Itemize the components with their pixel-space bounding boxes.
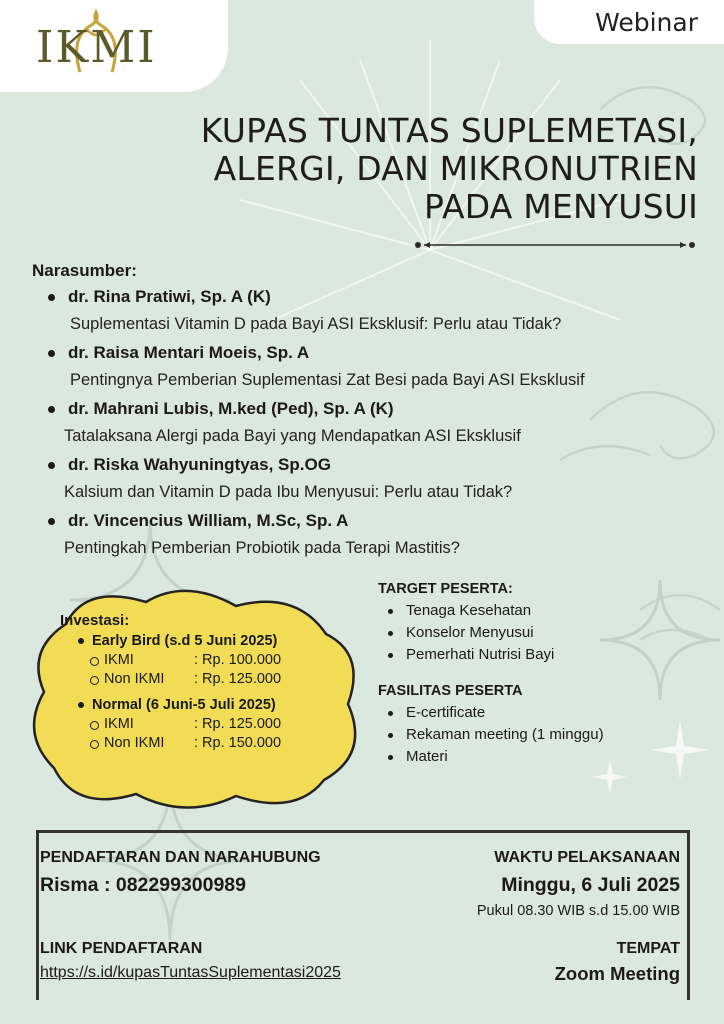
price-row xyxy=(60,651,350,670)
registration-link[interactable]: https://s.id/kupasTuntasSuplementasi2025 xyxy=(40,964,341,981)
price-value: : Rp. 125.000 xyxy=(194,716,282,732)
title-divider-ornament xyxy=(410,238,700,252)
title-line: ALERGI, DAN MIKRONUTRIEN xyxy=(213,149,698,188)
speaker-item xyxy=(32,396,712,452)
price-row xyxy=(60,715,350,734)
place-label: TEMPAT xyxy=(616,940,680,957)
title-line: PADA MENYUSUI xyxy=(423,187,698,226)
speaker-item xyxy=(32,452,712,508)
facility-item: Materi xyxy=(378,746,708,768)
schedule-block xyxy=(380,846,680,922)
price-row xyxy=(60,734,350,753)
speaker-name: dr. Raisa Mentari Moeis, Sp. A xyxy=(32,340,712,366)
speaker-topic: Tatalaksana Alergi pada Bayi yang Mendapatkan ASI Eksklusif xyxy=(64,427,521,445)
facilities-label: FASILITAS PESERTA xyxy=(378,683,523,699)
facility-item: E-certificate xyxy=(378,702,708,724)
facility-item: Rekaman meeting (1 minggu) xyxy=(378,724,708,746)
tier-name: Early Bird (s.d 5 Juni 2025) xyxy=(60,631,350,651)
price-value: : Rp. 100.000 xyxy=(194,652,282,668)
investment-section xyxy=(60,612,350,753)
speaker-topic: Kalsium dan Vitamin D pada Ibu Menyusui: Perlu atau Tidak? xyxy=(64,483,513,501)
target-item: Konselor Menyusui xyxy=(378,622,708,644)
event-time: Pukul 08.30 WIB s.d 15.00 WIB xyxy=(476,903,680,919)
tier-name: Normal (6 Juni-5 Juli 2025) xyxy=(60,695,350,715)
participants-section xyxy=(378,578,708,768)
registration-block xyxy=(40,846,420,900)
speaker-topic: Pentingnya Pemberian Suplementasi Zat Besi pada Bayi ASI Eksklusif xyxy=(70,371,585,389)
contact-person: Risma : 082299300989 xyxy=(40,874,246,896)
price-label: Non IKMI xyxy=(104,735,165,751)
speaker-topic: Suplementasi Vitamin D pada Bayi ASI Eksklusif: Perlu atau Tidak? xyxy=(70,315,562,333)
speaker-item xyxy=(32,340,712,396)
speaker-item xyxy=(32,508,712,564)
schedule-label: WAKTU PELAKSANAAN xyxy=(494,849,680,866)
link-label: LINK PENDAFTARAN xyxy=(40,940,203,957)
logo-panel xyxy=(0,0,228,92)
price-row xyxy=(60,670,350,689)
target-item: Tenaga Kesehatan xyxy=(378,600,708,622)
speaker-name: dr. Riska Wahyuningtyas, Sp.OG xyxy=(32,452,712,478)
target-label: TARGET PESERTA: xyxy=(378,581,513,597)
webinar-label: Webinar xyxy=(595,8,698,37)
page-title xyxy=(78,112,698,226)
place-block xyxy=(420,937,680,987)
place-value: Zoom Meeting xyxy=(554,963,680,984)
logo-text: IKMI xyxy=(36,22,157,73)
webinar-badge xyxy=(534,0,724,44)
link-block xyxy=(40,937,460,985)
price-label: IKMI xyxy=(104,652,134,668)
speaker-item xyxy=(32,284,712,340)
speaker-name: dr. Mahrani Lubis, M.ked (Ped), Sp. A (K) xyxy=(32,396,712,422)
speakers-label: Narasumber: xyxy=(32,261,137,280)
price-value: : Rp. 150.000 xyxy=(194,735,282,751)
speaker-name: dr. Vincencius William, M.Sc, Sp. A xyxy=(32,508,712,534)
speakers-section xyxy=(32,258,712,564)
price-value: : Rp. 125.000 xyxy=(194,671,282,687)
speaker-name: dr. Rina Pratiwi, Sp. A (K) xyxy=(32,284,712,310)
registration-label: PENDAFTARAN DAN NARAHUBUNG xyxy=(40,849,321,866)
event-date: Minggu, 6 Juli 2025 xyxy=(501,874,680,896)
speaker-topic: Pentingkah Pemberian Probiotik pada Terapi Mastitis? xyxy=(64,539,460,557)
price-label: Non IKMI xyxy=(104,671,165,687)
price-label: IKMI xyxy=(104,716,134,732)
facilities-section xyxy=(378,680,708,768)
target-item: Pemerhati Nutrisi Bayi xyxy=(378,644,708,666)
investment-label: Investasi: xyxy=(60,612,130,629)
title-line: KUPAS TUNTAS SUPLEMETASI, xyxy=(200,111,698,150)
